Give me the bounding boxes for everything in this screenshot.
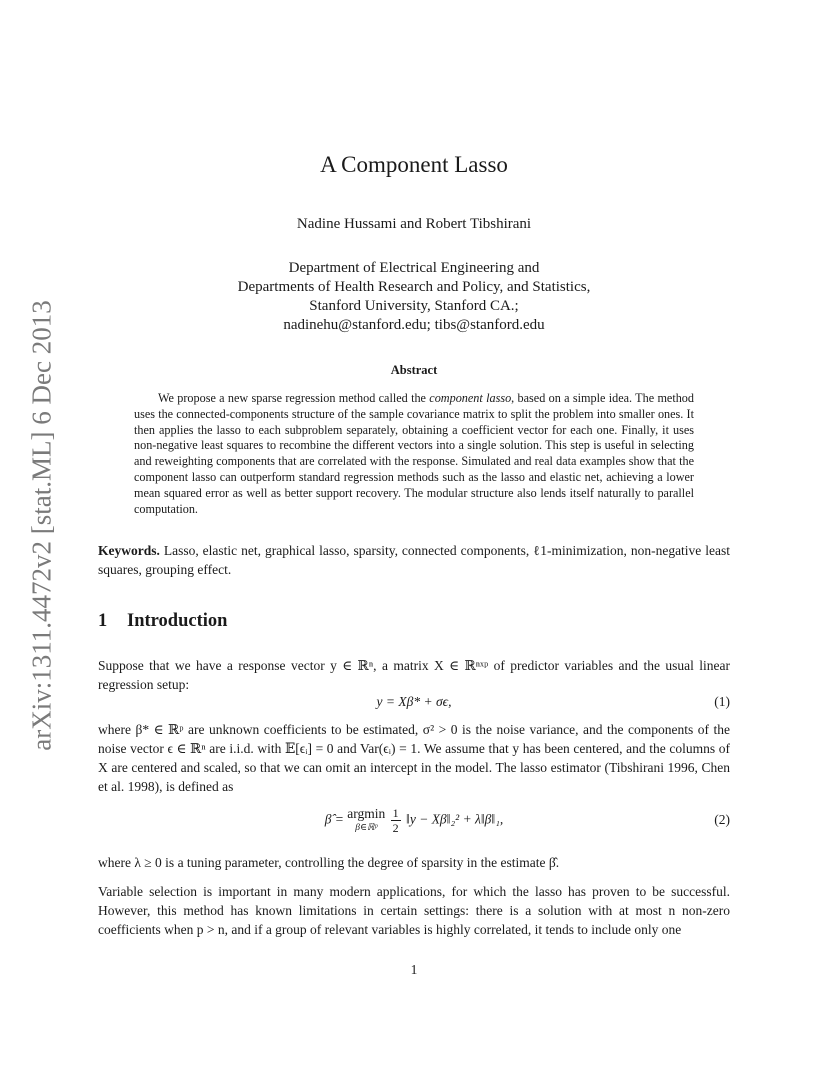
affiliation-line: Stanford University, Stanford CA.; — [309, 298, 519, 314]
page-number: 1 — [410, 962, 418, 977]
paragraph: Variable selection is important in many modern applications, for which the lasso has proven to be successful. However, this method has known limitations in certain settings: there is a solution with at most n non-zero coefficients when p > n, and if a group of relevant variables is highly correlated, it tends to include only one — [98, 884, 730, 937]
abstract-heading: Abstract — [390, 363, 438, 377]
abstract-text: We propose a new sparse regression method called the component lasso, based on a simple idea. The method uses the connected-components structure of the sample covariance matrix to split the problem into smaller ones. It then applies the lasso to each subproblem separately, obtaining a coefficient vector for each one. Finally, it uses non-negative least squares to recombine the different vectors into a single solution. This step is useful in selecting and reweighting components that are correlated with the response. Simulated and real data examples show that the component lasso can outperform standard regression methods such as the lasso and elastic net, achieving a lower mean squared error as well as better support recovery. The modular structure also lends itself naturally to parallel computation. — [134, 391, 694, 516]
keywords-text: Lasso, elastic net, graphical lasso, sparsity, connected components, ℓ1-minimization, non-negative least squares, grouping effect. — [98, 543, 731, 577]
authors: Nadine Hussami and Robert Tibshirani — [296, 216, 532, 232]
section-heading — [98, 611, 227, 632]
equation-number: (2) — [714, 812, 730, 827]
affiliation-line: Departments of Health Research and Policy, and Statistics, — [237, 279, 591, 295]
arxiv-identifier: arXiv:1311.4472v2 [stat.ML] 6 Dec 2013 — [26, 299, 57, 751]
paper-title: A Component Lasso — [320, 152, 508, 177]
section-number: 1 — [98, 611, 108, 631]
abstract-emphasis: component lasso — [429, 391, 512, 405]
equation-body: β̂ = argmin β∈ℝᵖ $\frac{1}{2}$ ‖y − Xβ‖₂² + λ‖β‖₁, — [324, 806, 504, 835]
argmin-operator: argmin β∈ℝᵖ — [347, 806, 386, 833]
section-title: Introduction — [127, 611, 228, 631]
equation-body: y = Xβ* + σϵ, — [376, 694, 452, 709]
paragraph: where β* ∈ ℝᵖ are unknown coefficients to be estimated, σ² > 0 is the noise variance, and the components of the noise vector ϵ ∈ ℝⁿ are i.i.d. with 𝔼[ϵᵢ] = 0 and Var(ϵᵢ) = 1. We assume that y has been centered, and the columns of X are centered and scaled, so that we can omit an intercept in the model. The lasso estimator (Tibshirani 1996, Chen et al. 1998), is defined as — [98, 722, 730, 794]
paragraph: Suppose that we have a response vector y ∈ ℝⁿ, a matrix X ∈ ℝⁿˣᵖ of predictor variables and the usual linear regression setup: — [98, 658, 730, 692]
author-emails: nadinehu@stanford.edu; tibs@stanford.edu — [283, 317, 545, 333]
fraction: $\frac{1}{2}$ — [392, 806, 399, 835]
equation-2 — [98, 806, 730, 842]
keywords-label: Keywords. — [98, 543, 160, 558]
paragraph: where λ ≥ 0 is a tuning parameter, controlling the degree of sparsity in the estimate β̂. — [98, 855, 560, 870]
affiliation-line: Department of Electrical Engineering and — [288, 260, 540, 276]
keywords — [98, 541, 730, 579]
affiliation — [0, 259, 828, 335]
equation-number: (1) — [714, 694, 730, 709]
